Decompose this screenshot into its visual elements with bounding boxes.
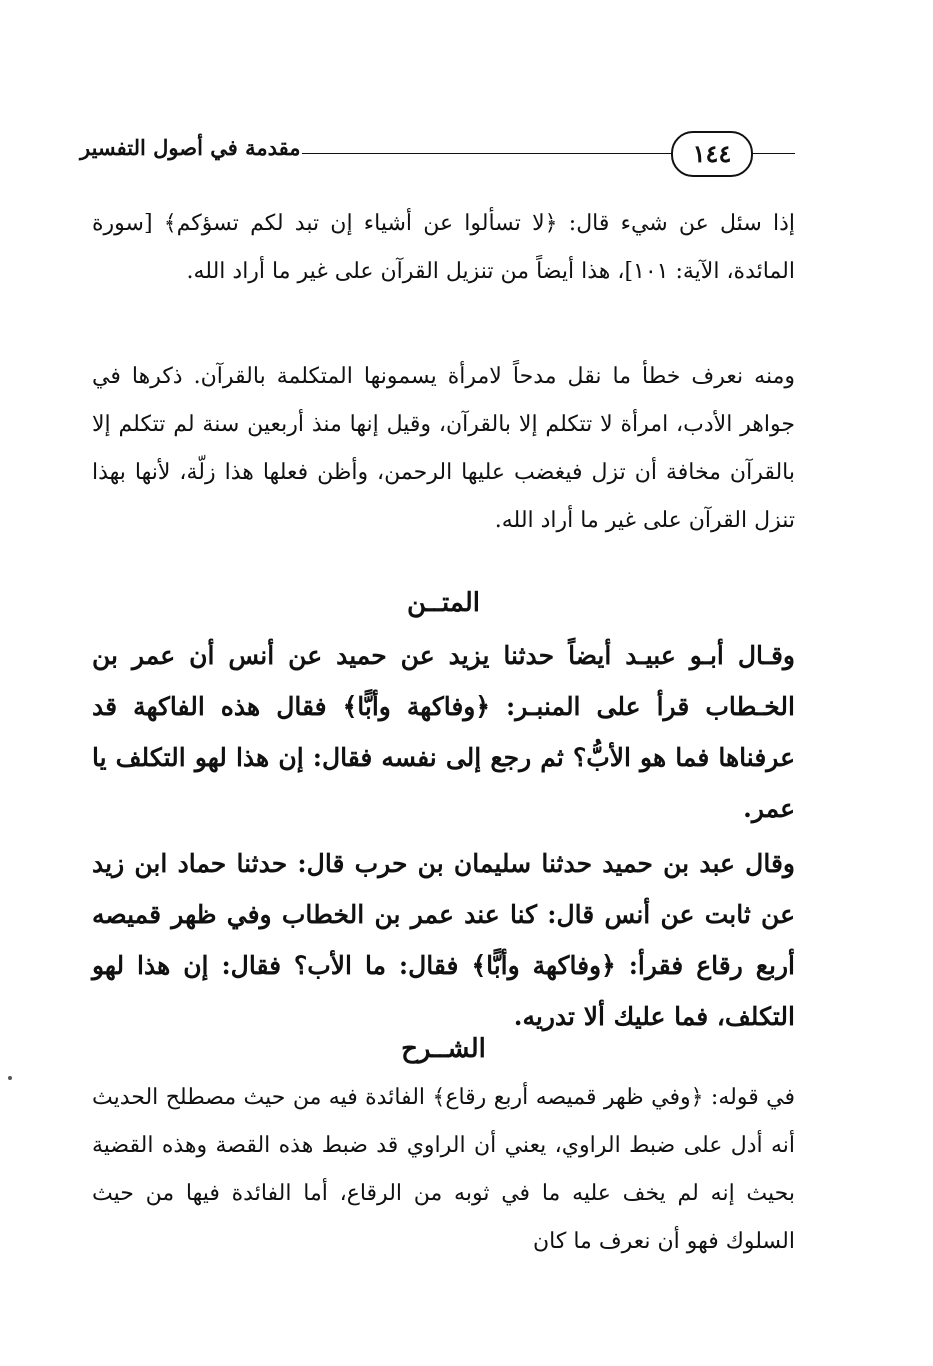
scan-speck bbox=[8, 1076, 12, 1080]
section-heading-sharh: الشــرح bbox=[401, 1034, 486, 1064]
paragraph-4: وقال عبد بن حميد حدثنا سليمان بن حرب قال: حدثنا حماد ابن زيد عن ثابت عن أنس قال: كنا عند عمر بن الخطاب وفي ظهر قميصه أربع رقاع فقرأ: ﴿وفاكهة وأبًّا﴾ فقال: ما الأب؟ فقال: إن هذا لهو التكلف، فما عليك ألا تدريه. bbox=[92, 849, 795, 1031]
book-title: مقدمة في أصول التفسير bbox=[80, 135, 301, 160]
section-heading-matn: المتــن bbox=[406, 588, 481, 618]
paragraph-5: في قوله: ﴿وفي ظهر قميصه أربع رقاع﴾ الفائدة فيه من حيث مصطلح الحديث أنه أدل على ضبط الراوي، يعني أن الراوي قد ضبط هذه القصة وهذه القضية بحيث إنه لم يخف عليه ما في ثوبه من الرقاع، أما الفائدة فيها من حيث السلوك فهو أن نعرف ما كان bbox=[92, 1085, 795, 1254]
page-number: ١٤٤ bbox=[671, 131, 753, 177]
paragraph-3: وقـال أبـو عبيـد أيضاً حدثنا يزيد عن حميد عن أنس أن عمر بن الخـطاب قرأ على المنبـر: ﴿وفاكهة وأبًّا﴾ فقال هذه الفاكهة قد عرفناها فما هو الأبُّ؟ ثم رجع إلى نفسه فقال: إن هذا لهو التكلف يا عمر. bbox=[92, 641, 795, 823]
paragraph-2: ومنه نعرف خطأ ما نقل مدحاً لامرأة يسمونها المتكلمة بالقرآن. ذكرها في جواهر الأدب، امرأة لا تتكلم إلا بالقرآن، وقيل إنها منذ أربعين سنة لم تتكلم إلا بالقرآن مخافة أن تزل فيغضب عليها الرحمن، وأظن فعلها هذا زلّة، لأنها بهذا تنزل القرآن على غير ما أراد الله. bbox=[92, 364, 795, 533]
paragraph-1: إذا سئل عن شيء قال: ﴿لا تسألوا عن أشياء إن تبد لكم تسؤكم﴾ [سورة المائدة، الآية: ١٠١]، هذا أيضاً من تنزيل القرآن على غير ما أراد الله. bbox=[92, 211, 795, 284]
running-header bbox=[80, 125, 795, 185]
